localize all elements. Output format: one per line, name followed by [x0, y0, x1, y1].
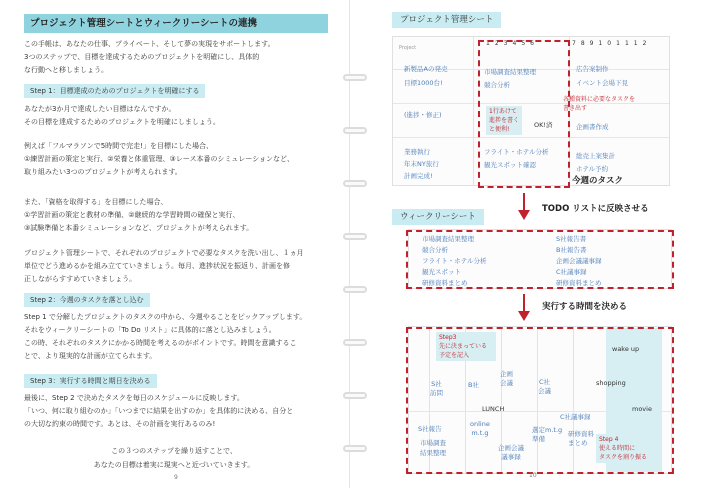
page-title: プロジェクト管理シートとウィークリーシートの連携 [24, 14, 328, 33]
task-left-1: 市場調査結果整理 競合分析 [484, 68, 536, 89]
binder-ring [343, 445, 367, 452]
intro-text: この手帳は、あなたの仕事、プライベート、そして夢の実現をサポートします。 3つのステップで、目標を達成するためのプロジェクトを明確にし、具体的 な行動へと移しましょう。 [24, 40, 275, 74]
binder-ring [343, 180, 367, 187]
step2-label: Step 2：今週のタスクを落とし込む [24, 293, 150, 307]
schedule-item: 企画 会議 [500, 370, 513, 387]
schedule-item: S社報告 [418, 425, 442, 433]
schedule-note-step3: Step3 先に決まっている 予定を記入 [436, 332, 496, 361]
binder-ring [343, 339, 367, 346]
day: 7 [572, 40, 581, 47]
day: 8 [580, 40, 590, 47]
binder-ring [343, 392, 367, 399]
task-right-1: 広告案制作 イベント会場下見 [576, 65, 628, 87]
todo-item: 観光スポット [422, 268, 461, 276]
schedule-item: C社 会議 [538, 378, 551, 395]
task-left-2: フライト・ホテル分析 観光スポット確認 [484, 148, 549, 169]
project-sheet-label: プロジェクト管理シート [392, 12, 501, 28]
schedule-item: S社 訪問 [430, 380, 443, 397]
example1-text: 例えば「フルマラソンで5時間で完走!」を目標にした場合、 ①練習計画の策定と実行、②栄養と体重管理、③レース本番のシミュレーションなど、 取り組みたい3つのプロジェクトが考えられます。 [24, 142, 295, 176]
arrow-down-icon [517, 294, 531, 322]
day: 4 [512, 40, 522, 47]
decide-time-label: 実行する時間を決める [542, 302, 628, 312]
project-2: (進捗・修正) [404, 111, 442, 119]
schedule-item: 研修資料 まとめ [568, 430, 594, 447]
step3-text: 最後に、Step 2 で決めたタスクを毎日のスケジュールに反映します。 「いつ、何に取り組むのか」「いつまでに結果を出すのか」を具体的に決める、自分と の大切な約束の時間です。あとは、その計画を実行あるのみ! [24, 394, 294, 428]
todo-right-list [556, 234, 666, 289]
day: 6 [530, 40, 539, 47]
column-line [473, 37, 474, 185]
day: 12 [633, 40, 652, 47]
day: 3 [503, 40, 513, 47]
step1-label: Step 1：目標達成のためのプロジェクトを明確にする [24, 84, 205, 98]
schedule-item: LUNCH [482, 405, 505, 413]
schedule-item: movie [632, 405, 652, 413]
step2-text: Step 1 で分解したプロジェクトのタスクの中から、今週やることをピックアップします。 それをウィークリーシートの「To Do リスト」に具体的に落とし込みましょう。 この時、それぞれのタスクにかかる時間を考えるのがポイントです。時間を意識するこ とで、より現実的な計画が立てられます。 [24, 313, 307, 360]
example2-text: また、「資格を取得する」を目標にした場合、 ①学習計画の策定と教材の準備、②継続的な学習時間の確保と実行、 ③試験準備と本番シミュレーションなど、プロジェクトが考えられます。 [24, 198, 254, 232]
todo-item: B社報告書 [556, 246, 587, 254]
todo-item: 研修資料まとめ [422, 279, 468, 287]
page-number-left: 9 [174, 474, 178, 481]
binder-ring [343, 233, 367, 240]
schedule-item: online m.t.g [470, 420, 490, 437]
todo-item: 研修資料まとめ [556, 279, 602, 287]
schedule-item: C社議事録 [560, 413, 591, 421]
todo-item: 企画会議議事録 [556, 257, 602, 265]
project-3: 業務執行 年末NY旅行 計画完成! [404, 148, 439, 180]
todo-item: 競合分析 [422, 246, 448, 254]
page-number-right: 10 [529, 472, 537, 479]
weekly-task-label: 今週のタスク [572, 176, 624, 186]
todo-item: C社議事録 [556, 268, 587, 276]
todo-item: S社報告書 [556, 235, 587, 243]
day: 5 [521, 40, 531, 47]
binder-ring [343, 286, 367, 293]
note-tasks: 各種資料に必要なタスクを 書き出す [563, 96, 636, 112]
day: 9 [589, 40, 599, 47]
project-1: 新製品Aの発売 目標1000台! [404, 65, 448, 87]
days-row-b [572, 38, 651, 49]
day: 1 [486, 40, 495, 47]
ok-mark: OK!済 [534, 121, 553, 129]
weekly-sheet-label: ウィークリーシート [392, 209, 484, 225]
step3-label: Step 3：実行する時間と期日を決める [24, 374, 157, 388]
schedule-item: 選定m.t.g 準備 [532, 426, 563, 443]
binder-ring [343, 74, 367, 81]
arrow-down-icon [517, 193, 531, 221]
binder-ring [343, 127, 367, 134]
task-right-2: 企画書作成 [576, 123, 609, 131]
task-right-3: 総売上案集計 ホテル予約 [576, 152, 615, 173]
para2-text: プロジェクト管理シートで、それぞれのプロジェクトで必要なタスクを洗い出し、１ヵ月 単位でどう進めるかを組み立てていきましょう。毎月、進捗状況を振返り、計画を修 正しながらすすめていきましょう。 [24, 249, 304, 283]
schedule-item: 企画会議 議事録 [498, 444, 524, 461]
todo-left-list [422, 234, 532, 289]
schedule-item: wake up [612, 345, 640, 353]
weekly-task-highlight [478, 40, 570, 188]
todo-item: フライト・ホテル分析 [422, 257, 487, 265]
note-progress: 1行あけて 進捗を書く と便利! [486, 106, 522, 135]
schedule-item: B社 [468, 381, 479, 389]
schedule-note-step4: Step 4 使える時間に タスクを割り振る [596, 434, 650, 463]
closing-text: この３つのステップを繰り返すことで、 あなたの目標は着実に現実へと近づいていきます。 [93, 447, 255, 469]
left-page [0, 0, 350, 488]
step1-text: あなたが3か月で達成したい目標はなんですか。 その目標を達成するためのプロジェクトを明確にしましょう。 [24, 105, 220, 126]
day: 10 [598, 40, 617, 47]
day: 2 [494, 40, 504, 47]
project-header: Project [399, 45, 417, 51]
todo-reflect-label: TODO リストに反映させる [542, 204, 649, 214]
schedule-item: shopping [596, 379, 626, 387]
schedule-item: 市場調査 結果整理 [420, 439, 446, 457]
day: 11 [616, 40, 634, 47]
todo-item: 市場調査結果整理 [422, 235, 474, 243]
